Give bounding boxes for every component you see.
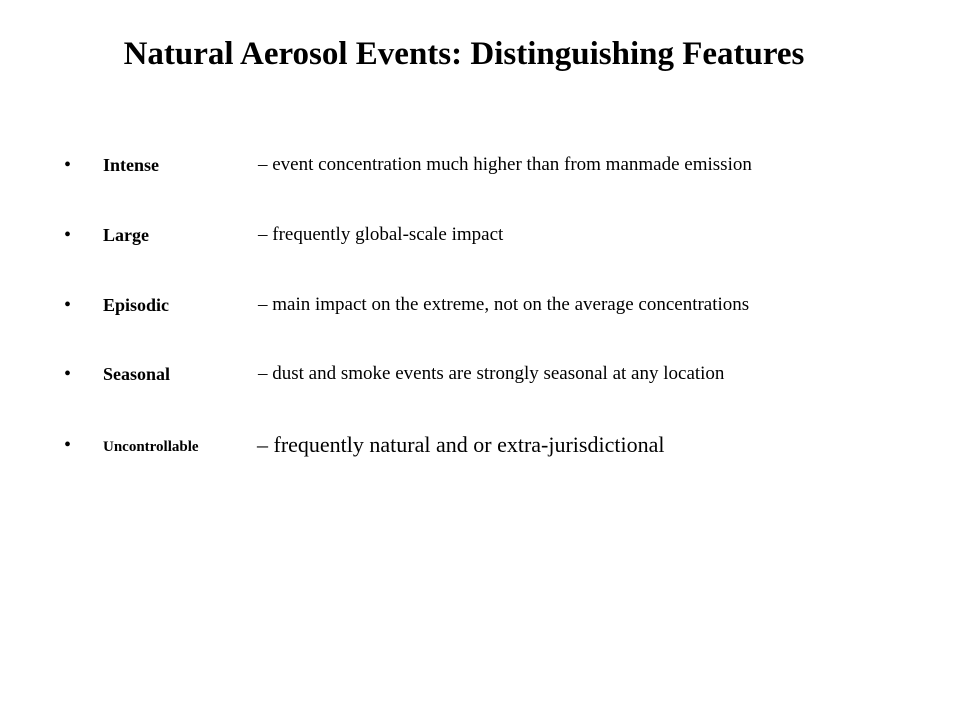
feature-description: – main impact on the extreme, not on the average concentrations xyxy=(258,294,750,315)
feature-term: Seasonal xyxy=(103,364,171,384)
feature-description: – event concentration much higher than from manmade emission xyxy=(258,154,752,175)
bullet-icon: • xyxy=(64,434,72,456)
feature-term: Large xyxy=(103,225,149,245)
bullet-icon: • xyxy=(64,154,72,176)
feature-term: Intense xyxy=(103,155,160,175)
bullet-icon: • xyxy=(64,224,72,246)
feature-description: – frequently natural and or extra-jurisdictional xyxy=(257,432,665,457)
feature-term: Episodic xyxy=(103,295,170,315)
slide-title: Natural Aerosol Events: Distinguishing Features xyxy=(123,36,805,72)
feature-description: – dust and smoke events are strongly seasonal at any location xyxy=(258,363,725,384)
feature-description: – frequently global-scale impact xyxy=(258,224,504,245)
feature-term: Uncontrollable xyxy=(103,439,199,455)
bullet-icon: • xyxy=(64,363,72,385)
bullet-icon: • xyxy=(64,294,72,316)
